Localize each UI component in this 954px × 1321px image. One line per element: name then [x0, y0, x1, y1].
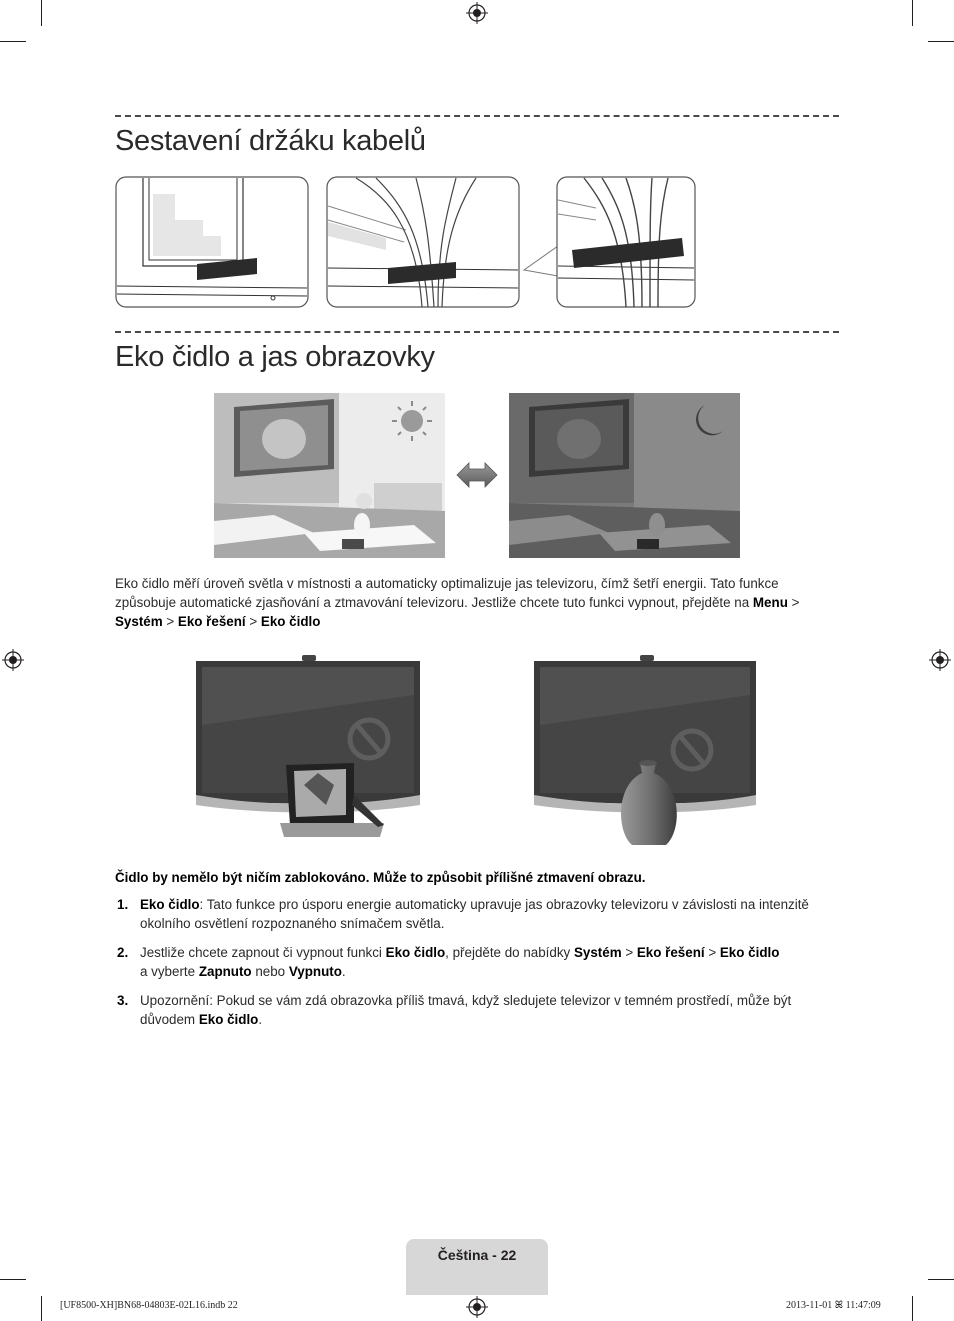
- intro-paragraph: [115, 574, 827, 631]
- callout-connector: [520, 240, 560, 280]
- item-text: nebo: [251, 964, 289, 979]
- section-title-cable-holder: Sestavení držáku kabelů: [115, 125, 426, 157]
- print-slug-left: [UF8500-XH]BN68-04803E-02L16.indb 22: [60, 1300, 238, 1311]
- term: Vypnuto: [288, 964, 342, 979]
- list-item: [115, 895, 827, 933]
- path-separator: >: [162, 614, 178, 629]
- term: Eko čidlo: [385, 945, 446, 960]
- path-separator: >: [245, 614, 261, 629]
- warning-text: Čidlo by nemělo být ničím zablokováno. Může to způsobit přílišné ztmavení obrazu.: [115, 870, 646, 885]
- term: Zapnuto: [198, 964, 252, 979]
- crop-mark: [41, 0, 42, 26]
- crop-mark: [0, 1279, 26, 1280]
- notes-list: [115, 895, 827, 1039]
- path-separator: >: [787, 595, 800, 610]
- crop-mark: [41, 1296, 42, 1321]
- path-separator: >: [621, 945, 637, 960]
- section-title-eco-sensor: Eko čidlo a jas obrazovky: [115, 341, 435, 373]
- term: Eko čidlo: [198, 1012, 259, 1027]
- section-divider: [115, 331, 839, 333]
- menu-path-step: Systém: [115, 614, 163, 629]
- term: Eko čidlo: [140, 897, 200, 912]
- menu-path-step: Menu: [752, 595, 788, 610]
- list-number: 2.: [117, 945, 129, 960]
- registration-mark-icon: [2, 649, 24, 671]
- crop-mark: [912, 1296, 913, 1321]
- blocking-warning: [115, 868, 827, 887]
- registration-mark-icon: [466, 1296, 488, 1318]
- registration-mark-icon: [929, 649, 951, 671]
- item-text: .: [258, 1012, 263, 1027]
- list-number: 3.: [117, 993, 129, 1008]
- intro-text: Eko čidlo měří úroveň světla v místnosti a automaticky optimalizuje jas televizoru, čímž šetří energii. Tato funkce způsobuje automatické zjasňování a ztmavování televizoru. Jestliže chcete tuto funkci vypnout, přejděte na: [115, 576, 779, 610]
- item-text: a vyberte: [140, 964, 199, 979]
- tv-blocked-by-vase-image: [532, 655, 760, 850]
- room-night-image: [509, 393, 740, 558]
- path-separator: >: [704, 945, 720, 960]
- item-text: Upozornění: Pokud se vám zdá obrazovka příliš tmavá, když sledujete televizor v temném prostředí, může být důvodem: [140, 993, 792, 1027]
- item-text: .: [341, 964, 346, 979]
- menu-path-step: Eko čidlo: [260, 614, 321, 629]
- item-text: Jestliže chcete zapnout či vypnout funkci: [140, 945, 386, 960]
- room-day-image: [214, 393, 445, 558]
- double-arrow-icon: [455, 461, 499, 489]
- list-item: [115, 991, 827, 1029]
- section-divider: [115, 115, 839, 117]
- menu-path-step: Eko řešení: [177, 614, 246, 629]
- item-text: : Tato funkce pro úsporu energie automaticky upravuje jas obrazovky televizoru v závislosti na intenzitě okolního osvětlení rozpoznaného snímačem světla.: [140, 897, 809, 931]
- term: Eko řešení: [636, 945, 705, 960]
- cable-holder-illustration-step-2: [326, 176, 520, 308]
- list-item: [115, 943, 827, 981]
- cable-holder-illustration-step-1: [115, 176, 309, 308]
- registration-mark-icon: [466, 2, 488, 24]
- crop-mark: [928, 41, 954, 42]
- crop-mark: [928, 1279, 954, 1280]
- crop-mark: [0, 41, 26, 42]
- print-slug-right: 2013-11-01 ꕤ 11:47:09: [786, 1300, 881, 1311]
- term: Systém: [573, 945, 622, 960]
- tv-blocked-by-frame-image: [194, 655, 424, 837]
- page-number: Čeština - 22: [437, 1247, 517, 1263]
- crop-mark: [912, 0, 913, 26]
- term: Eko čidlo: [719, 945, 780, 960]
- cable-holder-illustration-detail: [556, 176, 696, 308]
- list-number: 1.: [117, 897, 129, 912]
- item-text: , přejděte do nabídky: [445, 945, 574, 960]
